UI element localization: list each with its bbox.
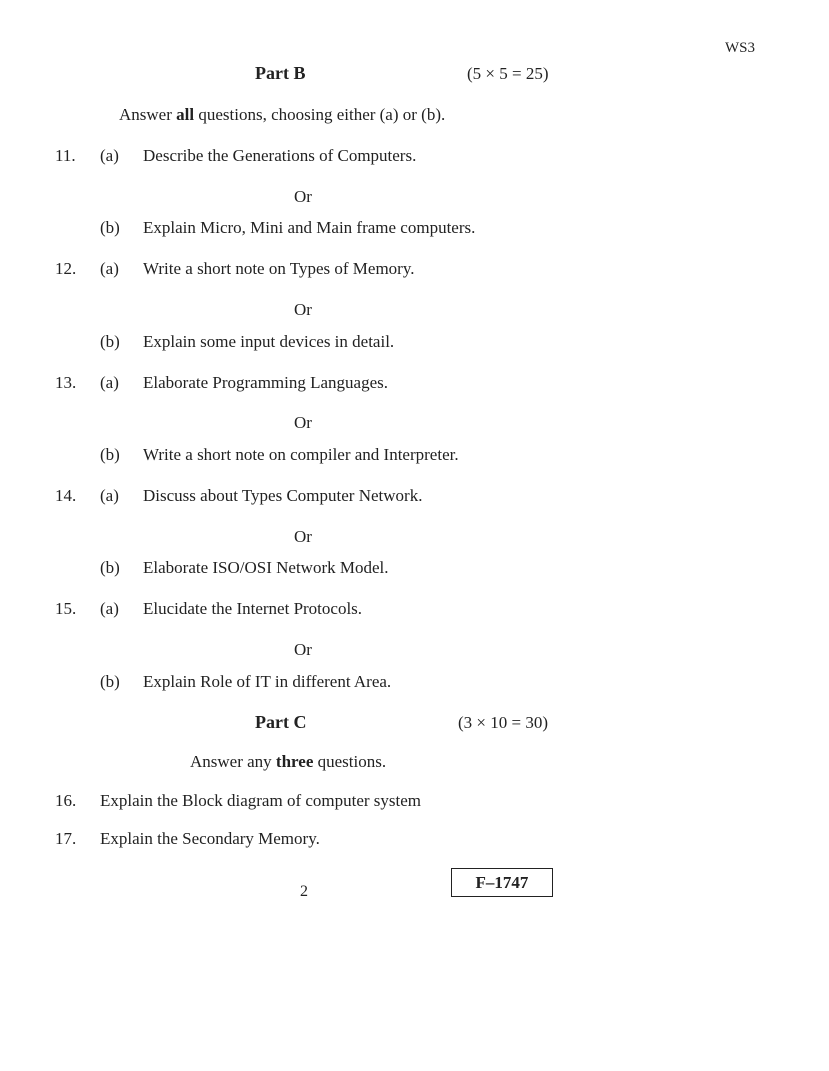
part-b-title: Part B [255, 63, 306, 83]
question-text: Write a short note on compiler and Interpreter. [143, 445, 459, 464]
option-label: (b) [100, 558, 120, 577]
part-b-instruction-post: questions, choosing either (a) or (b). [194, 105, 446, 124]
part-c-title: Part C [255, 712, 307, 732]
option-label: (a) [100, 259, 119, 278]
option-label: (a) [100, 599, 119, 618]
part-c-instruction-post: questions. [313, 752, 387, 771]
question-text: Explain Micro, Mini and Main frame computers. [143, 218, 476, 237]
paper-code-box: F–1747 [451, 868, 553, 897]
question-number: 15. [55, 599, 77, 618]
option-label: (b) [100, 672, 120, 691]
question-text: Describe the Generations of Computers. [143, 146, 417, 165]
header-code: WS3 [725, 40, 755, 56]
part-c-instruction [190, 752, 386, 772]
page-number: 2 [300, 883, 308, 900]
question-text: Elucidate the Internet Protocols. [143, 599, 363, 618]
or-separator: Or [294, 640, 312, 659]
option-label: (a) [100, 373, 119, 392]
option-label: (a) [100, 146, 119, 165]
question-number: 17. [55, 829, 77, 848]
question-number: 12. [55, 259, 77, 278]
option-label: (b) [100, 445, 120, 464]
question-text: Explain Role of IT in different Area. [143, 672, 392, 691]
part-b-instruction-bold: all [176, 105, 195, 124]
part-c-instruction-pre: Answer any [190, 752, 276, 771]
question-text: Write a short note on Types of Memory. [143, 259, 415, 278]
part-b-instruction [119, 105, 445, 125]
or-separator: Or [294, 187, 312, 206]
part-b-instruction-pre: Answer [119, 105, 177, 124]
question-text: Explain the Secondary Memory. [100, 829, 320, 848]
question-text: Explain the Block diagram of computer system [100, 791, 422, 810]
option-label: (b) [100, 218, 120, 237]
question-number: 13. [55, 373, 77, 392]
or-separator: Or [294, 300, 312, 319]
part-c-instruction-bold: three [275, 752, 314, 771]
part-b-marks: (5 × 5 = 25) [467, 64, 549, 83]
question-number: 11. [55, 146, 76, 165]
option-label: (b) [100, 332, 120, 351]
question-number: 14. [55, 486, 77, 505]
question-text: Elaborate ISO/OSI Network Model. [143, 558, 389, 577]
or-separator: Or [294, 527, 312, 546]
option-label: (a) [100, 486, 119, 505]
question-text: Discuss about Types Computer Network. [143, 486, 423, 505]
question-number: 16. [55, 791, 77, 810]
question-text: Elaborate Programming Languages. [143, 373, 389, 392]
question-text: Explain some input devices in detail. [143, 332, 395, 351]
or-separator: Or [294, 413, 312, 432]
part-c-marks: (3 × 10 = 30) [458, 713, 548, 732]
